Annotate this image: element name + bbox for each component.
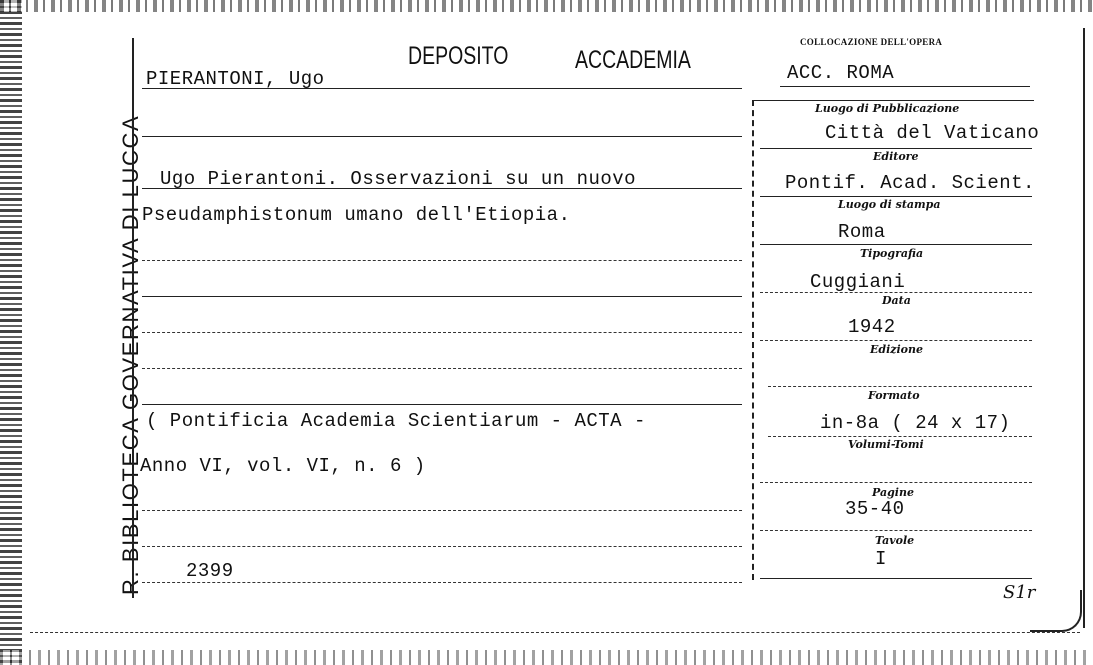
editore-value: Pontif. Acad. Scient. (785, 172, 1035, 194)
data-value: 1942 (848, 316, 896, 338)
library-name-vertical: R. BIBLIOTECA GOVERNATIVA DI LUCCA (118, 114, 143, 595)
tipografia-label: Tipografia (860, 247, 924, 260)
ruled-line (142, 582, 742, 583)
left-margin-rule (132, 38, 134, 598)
edizione-label: Edizione (870, 343, 924, 356)
editore-label: Editore (873, 150, 919, 163)
handwritten-note: S1r (1003, 582, 1036, 603)
scan-edge-bottom (0, 650, 1093, 665)
right-edge-rule (1083, 28, 1085, 628)
stampa-label: Luogo di stampa (838, 198, 941, 211)
ruled-line (142, 332, 742, 333)
field-rule (760, 482, 1032, 483)
pagine-label: Pagine (872, 486, 914, 499)
deposito-stamp: DEPOSITO (408, 42, 509, 70)
field-rule (768, 386, 1032, 387)
field-rule (760, 292, 1032, 293)
field-rule (760, 148, 1032, 149)
ruled-line (142, 260, 742, 261)
field-rule (768, 436, 1032, 437)
ruled-line (142, 510, 742, 511)
pagine-value: 35-40 (845, 498, 905, 520)
data-label: Data (882, 294, 911, 307)
field-rule (760, 244, 1032, 245)
tavole-value: I (875, 548, 887, 570)
scan-edge-left (0, 0, 22, 665)
stampa-value: Roma (838, 221, 886, 243)
luogo-value: Città del Vaticano (825, 122, 1040, 144)
ruled-line (142, 136, 742, 137)
collocazione-label: COLLOCAZIONE DELL'OPERA (800, 37, 943, 47)
author-name: PIERANTONI, Ugo (146, 68, 325, 90)
field-rule (760, 578, 1032, 579)
field-rule (760, 196, 1032, 197)
accademia-stamp: ACCADEMIA (575, 46, 691, 74)
volumi-label: Volumi-Tomi (848, 438, 924, 451)
card-bottom-rule (30, 632, 1080, 633)
formato-label: Formato (868, 389, 920, 402)
ruled-line (142, 368, 742, 369)
field-rule (760, 340, 1032, 341)
card-corner (1030, 590, 1082, 632)
ruled-line (142, 546, 742, 547)
field-rule (760, 530, 1032, 531)
column-divider (752, 100, 754, 580)
field-rule (752, 100, 1034, 101)
author-rule (142, 88, 742, 89)
ruled-line (142, 404, 742, 405)
inventory-number: 2399 (186, 560, 234, 582)
tipografia-value: Cuggiani (810, 271, 906, 293)
tavole-label: Tavole (875, 534, 915, 547)
series-line-1: ( Pontificia Academia Scientiarum - ACTA - (146, 410, 646, 432)
collocazione-value: ACC. ROMA (787, 62, 895, 84)
formato-value: in-8a ( 24 x 17) (820, 412, 1011, 434)
ruled-line (142, 296, 742, 297)
title-line-2: Pseudamphistonum umano dell'Etiopia. (142, 204, 571, 226)
luogo-label: Luogo di Pubblicazione (815, 102, 960, 115)
scan-edge-top (0, 0, 1093, 12)
series-line-2: Anno VI, vol. VI, n. 6 ) (140, 455, 426, 477)
title-line-1: Ugo Pierantoni. Osservazioni su un nuovo (160, 168, 637, 190)
collocazione-rule (780, 86, 1030, 87)
